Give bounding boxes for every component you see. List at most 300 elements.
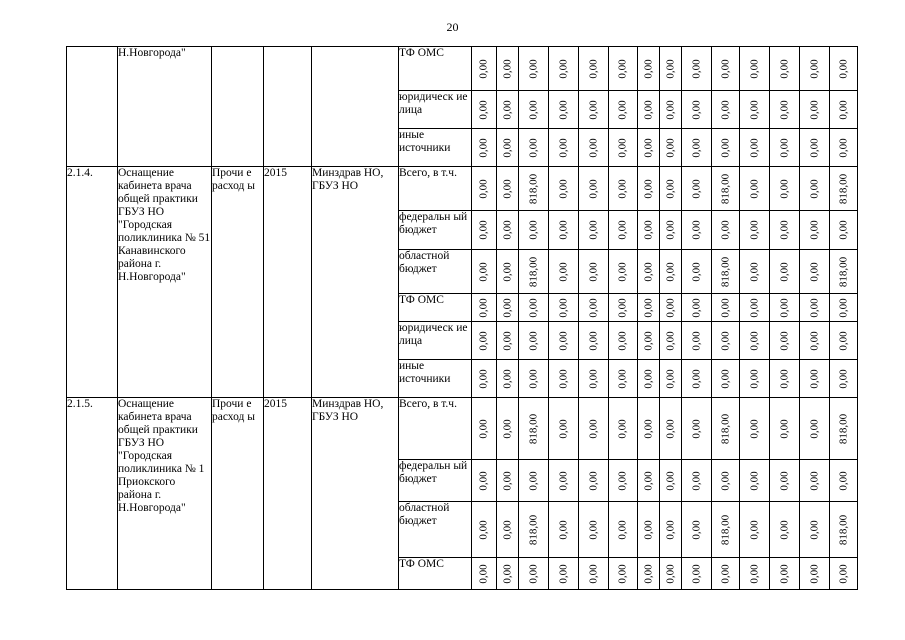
value-cell (549, 129, 579, 167)
value-text: 0,00 (778, 220, 790, 240)
value-cell (660, 250, 682, 294)
value-cell (497, 211, 519, 250)
value-cell (830, 558, 858, 590)
value-text: 0,00 (501, 58, 513, 79)
funding-source-cell: областной бюджет (399, 250, 472, 294)
value-cell (712, 91, 740, 129)
value-text: 0,00 (642, 261, 654, 282)
value-cell (549, 167, 579, 211)
value-cell (638, 294, 660, 322)
value-cell (660, 360, 682, 398)
value-cell (579, 91, 609, 129)
value-cell (660, 398, 682, 460)
value-cell (472, 211, 497, 250)
value-text: 0,00 (808, 418, 820, 439)
value-cell (682, 91, 712, 129)
value-cell (800, 558, 830, 590)
value-cell (660, 129, 682, 167)
value-cell (609, 398, 638, 460)
value-cell (830, 250, 858, 294)
value-cell (682, 47, 712, 91)
funding-source-cell: иные источники (399, 129, 472, 167)
value-cell (660, 294, 682, 322)
value-cell (609, 211, 638, 250)
value-text: 0,00 (642, 330, 654, 351)
value-cell (579, 460, 609, 502)
value-cell (830, 398, 858, 460)
value-cell (712, 460, 740, 502)
value-text: 0,00 (642, 58, 654, 79)
value-cell (549, 211, 579, 250)
value-cell (770, 322, 800, 360)
value-text: 0,00 (616, 261, 629, 282)
value-text: 818,00 (527, 173, 539, 204)
value-cell (800, 167, 830, 211)
value-cell (497, 91, 519, 129)
value-text: 0,00 (664, 563, 676, 584)
value-text: 0,00 (719, 563, 731, 584)
value-cell (497, 129, 519, 167)
value-cell (770, 502, 800, 558)
value-text: 0,00 (719, 58, 731, 79)
value-text: 0,00 (778, 261, 790, 282)
value-text: 0,00 (664, 418, 676, 439)
item-name-cell: Оснащение кабинета врача общей практики ГБУЗ НО "Городская поликлиника № 51 Канавинского района г. Н.Новгорода" (118, 167, 212, 398)
value-text: 0,00 (748, 330, 760, 351)
value-text: 0,00 (587, 99, 599, 120)
value-text: 0,00 (477, 99, 490, 120)
value-cell (712, 250, 740, 294)
value-cell (472, 322, 497, 360)
value-cell (660, 322, 682, 360)
funding-source-cell: федеральн ый бюджет (399, 460, 472, 502)
value-text: 0,00 (616, 297, 629, 318)
value-text: 0,00 (690, 470, 702, 491)
value-text: 0,00 (587, 519, 599, 540)
value-text: 0,00 (664, 220, 676, 240)
value-text: 0,00 (748, 470, 760, 491)
value-text: 0,00 (642, 178, 654, 199)
value-cell (660, 211, 682, 250)
value-cell (638, 211, 660, 250)
value-cell (549, 294, 579, 322)
value-cell (579, 250, 609, 294)
value-cell (497, 460, 519, 502)
value-text: 0,00 (616, 418, 629, 439)
funding-source-cell: ТФ ОМС (399, 47, 472, 91)
value-cell (682, 502, 712, 558)
value-cell (609, 558, 638, 590)
value-text: 0,00 (778, 418, 790, 439)
value-text: 0,00 (557, 99, 569, 120)
value-text: 0,00 (664, 58, 676, 79)
value-cell (549, 91, 579, 129)
budget-table (66, 46, 858, 590)
value-text: 0,00 (748, 519, 760, 540)
value-cell (519, 558, 549, 590)
value-text: 0,00 (477, 261, 490, 282)
value-text: 0,00 (616, 519, 629, 540)
value-text: 0,00 (501, 418, 513, 439)
value-text: 0,00 (748, 368, 760, 389)
value-text: 0,00 (778, 368, 790, 389)
value-text: 0,00 (808, 470, 820, 491)
funding-source-cell: иные источники (399, 360, 472, 398)
value-text: 0,00 (690, 297, 702, 318)
value-text: 0,00 (664, 99, 676, 120)
value-text: 0,00 (837, 137, 849, 158)
year-cell (264, 47, 312, 167)
value-text: 0,00 (690, 330, 702, 351)
value-text: 0,00 (557, 563, 569, 584)
value-text: 0,00 (748, 178, 760, 199)
value-text: 0,00 (719, 470, 731, 491)
value-cell (519, 460, 549, 502)
value-text: 0,00 (501, 178, 513, 199)
value-text: 0,00 (690, 519, 702, 540)
value-cell (830, 502, 858, 558)
value-text: 0,00 (527, 297, 539, 318)
value-text: 0,00 (477, 58, 490, 79)
value-text: 0,00 (778, 58, 790, 79)
value-cell (579, 398, 609, 460)
value-text: 0,00 (501, 297, 513, 318)
value-cell (770, 91, 800, 129)
value-cell (609, 322, 638, 360)
value-text: 0,00 (557, 58, 569, 79)
value-text: 0,00 (642, 563, 654, 584)
value-text: 0,00 (808, 178, 820, 199)
value-text: 0,00 (616, 470, 629, 491)
value-text: 0,00 (557, 261, 569, 282)
value-text: 0,00 (557, 178, 569, 199)
value-text: 0,00 (837, 220, 849, 240)
value-text: 0,00 (808, 563, 820, 584)
funding-source-cell: областной бюджет (399, 502, 472, 558)
value-cell (472, 250, 497, 294)
value-cell (638, 460, 660, 502)
value-cell (682, 250, 712, 294)
value-text: 0,00 (587, 137, 599, 158)
value-text: 0,00 (690, 368, 702, 389)
value-cell (519, 322, 549, 360)
value-text: 0,00 (664, 519, 676, 540)
value-text: 0,00 (587, 470, 599, 491)
value-cell (682, 211, 712, 250)
value-cell (740, 558, 770, 590)
item-code-cell: 2.1.4. (67, 167, 118, 398)
value-cell (472, 294, 497, 322)
value-cell (660, 167, 682, 211)
value-text: 0,00 (501, 470, 513, 491)
value-text: 0,00 (719, 368, 731, 389)
value-cell (712, 360, 740, 398)
value-text: 0,00 (808, 519, 820, 540)
value-cell (638, 398, 660, 460)
value-cell (472, 129, 497, 167)
value-text: 0,00 (501, 137, 513, 158)
value-cell (638, 129, 660, 167)
value-cell (682, 360, 712, 398)
value-text: 0,00 (587, 178, 599, 199)
value-text: 0,00 (642, 470, 654, 491)
value-text: 0,00 (527, 368, 539, 389)
value-cell (472, 460, 497, 502)
value-text: 0,00 (808, 330, 820, 351)
value-text: 0,00 (690, 563, 702, 584)
value-cell (609, 502, 638, 558)
value-text: 0,00 (477, 178, 490, 199)
value-cell (472, 167, 497, 211)
value-cell (609, 129, 638, 167)
value-cell (740, 47, 770, 91)
value-text: 0,00 (778, 470, 790, 491)
value-text: 0,00 (642, 99, 654, 120)
value-text: 0,00 (690, 137, 702, 158)
value-text: 0,00 (616, 368, 629, 389)
value-cell (800, 360, 830, 398)
value-cell (830, 167, 858, 211)
value-text: 0,00 (557, 137, 569, 158)
value-cell (800, 129, 830, 167)
value-text: 0,00 (808, 99, 820, 120)
value-cell (497, 322, 519, 360)
expense-type-cell: Прочи е расход ы (212, 398, 264, 590)
value-cell (472, 398, 497, 460)
value-text: 0,00 (616, 99, 629, 120)
value-text: 0,00 (690, 220, 702, 240)
value-text: 0,00 (557, 470, 569, 491)
value-cell (712, 558, 740, 590)
value-text: 0,00 (778, 519, 790, 540)
value-text: 0,00 (664, 470, 676, 491)
value-cell (549, 502, 579, 558)
value-cell (770, 47, 800, 91)
value-text: 0,00 (719, 137, 731, 158)
value-text: 0,00 (837, 470, 849, 491)
value-text: 0,00 (664, 330, 676, 351)
value-text: 818,00 (837, 514, 849, 545)
value-cell (472, 91, 497, 129)
value-cell (638, 558, 660, 590)
value-text: 0,00 (778, 137, 790, 158)
value-text: 0,00 (837, 297, 849, 318)
value-cell (800, 294, 830, 322)
value-cell (497, 47, 519, 91)
value-cell (712, 502, 740, 558)
funding-source-cell: федеральн ый бюджет (399, 211, 472, 250)
value-text: 0,00 (748, 297, 760, 318)
value-cell (800, 91, 830, 129)
value-text: 0,00 (616, 330, 629, 351)
value-cell (497, 398, 519, 460)
value-cell (638, 167, 660, 211)
value-cell (579, 47, 609, 91)
value-text: 0,00 (477, 519, 490, 540)
value-cell (497, 294, 519, 322)
value-cell (660, 502, 682, 558)
value-cell (497, 558, 519, 590)
value-text: 0,00 (719, 330, 731, 351)
value-text: 0,00 (690, 58, 702, 79)
value-cell (740, 294, 770, 322)
executor-cell: Минздрав НО, ГБУЗ НО (312, 167, 399, 398)
value-cell (830, 47, 858, 91)
table-row (67, 167, 858, 211)
value-text: 0,00 (808, 137, 820, 158)
value-cell (638, 250, 660, 294)
year-cell: 2015 (264, 398, 312, 590)
value-cell (519, 167, 549, 211)
value-cell (472, 558, 497, 590)
value-text: 0,00 (748, 418, 760, 439)
value-text: 0,00 (837, 330, 849, 351)
value-text: 0,00 (557, 519, 569, 540)
value-text: 0,00 (557, 220, 569, 240)
value-cell (497, 167, 519, 211)
value-cell (549, 360, 579, 398)
value-text: 0,00 (527, 220, 539, 240)
value-cell (800, 460, 830, 502)
value-text: 818,00 (527, 514, 539, 545)
value-cell (660, 460, 682, 502)
year-cell: 2015 (264, 167, 312, 398)
value-text: 0,00 (642, 220, 654, 240)
funding-source-cell: Всего, в т.ч. (399, 167, 472, 211)
funding-source-cell: ТФ ОМС (399, 294, 472, 322)
value-cell (712, 322, 740, 360)
value-cell (830, 360, 858, 398)
value-cell (497, 250, 519, 294)
value-text: 0,00 (808, 368, 820, 389)
value-text: 0,00 (616, 563, 629, 584)
value-text: 0,00 (837, 99, 849, 120)
value-cell (740, 250, 770, 294)
table-row (67, 47, 858, 91)
item-name-cell: Оснащение кабинета врача общей практики ГБУЗ НО "Городская поликлиника № 1 Приокского района г. Н.Новгорода" (118, 398, 212, 590)
value-cell (609, 167, 638, 211)
value-text: 0,00 (587, 261, 599, 282)
value-cell (549, 322, 579, 360)
value-cell (549, 47, 579, 91)
value-cell (800, 502, 830, 558)
value-text: 0,00 (616, 58, 629, 79)
funding-source-cell: ТФ ОМС (399, 558, 472, 590)
value-text: 0,00 (808, 261, 820, 282)
value-text: 0,00 (587, 330, 599, 351)
value-cell (579, 322, 609, 360)
value-cell (830, 91, 858, 129)
value-text: 0,00 (808, 58, 820, 79)
value-cell (609, 47, 638, 91)
value-text: 0,00 (501, 563, 513, 584)
expense-type-cell (212, 47, 264, 167)
value-text: 0,00 (477, 368, 490, 389)
value-text: 0,00 (501, 99, 513, 120)
value-cell (519, 250, 549, 294)
value-cell (682, 558, 712, 590)
value-text: 0,00 (477, 563, 490, 584)
value-text: 0,00 (527, 330, 539, 351)
value-text: 0,00 (616, 137, 629, 158)
value-text: 0,00 (664, 368, 676, 389)
value-text: 0,00 (837, 563, 849, 584)
value-text: 818,00 (837, 256, 849, 287)
value-cell (770, 250, 800, 294)
executor-cell (312, 47, 399, 167)
value-text: 0,00 (748, 137, 760, 158)
value-text: 0,00 (501, 368, 513, 389)
value-text: 0,00 (616, 220, 629, 240)
value-text: 0,00 (557, 418, 569, 439)
value-text: 0,00 (837, 368, 849, 389)
value-text: 0,00 (778, 99, 790, 120)
value-text: 0,00 (642, 368, 654, 389)
value-cell (800, 47, 830, 91)
value-text: 0,00 (642, 418, 654, 439)
value-text: 818,00 (527, 256, 539, 287)
value-cell (740, 211, 770, 250)
value-cell (579, 294, 609, 322)
value-cell (472, 47, 497, 91)
value-cell (712, 211, 740, 250)
value-cell (740, 360, 770, 398)
value-text: 0,00 (501, 519, 513, 540)
value-text: 0,00 (587, 58, 599, 79)
value-text: 0,00 (664, 261, 676, 282)
value-cell (579, 129, 609, 167)
value-cell (740, 129, 770, 167)
value-cell (830, 460, 858, 502)
value-cell (800, 398, 830, 460)
value-cell (682, 398, 712, 460)
value-cell (712, 129, 740, 167)
value-text: 0,00 (477, 137, 490, 158)
value-cell (740, 322, 770, 360)
value-text: 0,00 (748, 563, 760, 584)
table-row (67, 398, 858, 460)
value-text: 0,00 (642, 137, 654, 158)
value-text: 0,00 (477, 330, 490, 351)
value-text: 0,00 (587, 563, 599, 584)
value-text: 0,00 (690, 178, 702, 199)
value-cell (638, 322, 660, 360)
value-text: 0,00 (477, 418, 490, 439)
value-cell (579, 211, 609, 250)
value-text: 0,00 (587, 297, 599, 318)
value-text: 0,00 (837, 58, 849, 79)
value-cell (660, 91, 682, 129)
value-cell (740, 398, 770, 460)
value-cell (519, 47, 549, 91)
value-text: 0,00 (557, 368, 569, 389)
value-cell (770, 294, 800, 322)
value-cell (638, 47, 660, 91)
value-cell (549, 460, 579, 502)
value-text: 0,00 (778, 178, 790, 199)
expense-type-cell: Прочи е расход ы (212, 167, 264, 398)
value-cell (740, 167, 770, 211)
value-text: 0,00 (527, 99, 539, 120)
value-cell (682, 167, 712, 211)
value-text: 0,00 (748, 220, 760, 240)
value-cell (472, 360, 497, 398)
value-cell (770, 167, 800, 211)
value-text: 0,00 (690, 261, 702, 282)
value-cell (519, 502, 549, 558)
value-cell (770, 211, 800, 250)
value-cell (472, 502, 497, 558)
